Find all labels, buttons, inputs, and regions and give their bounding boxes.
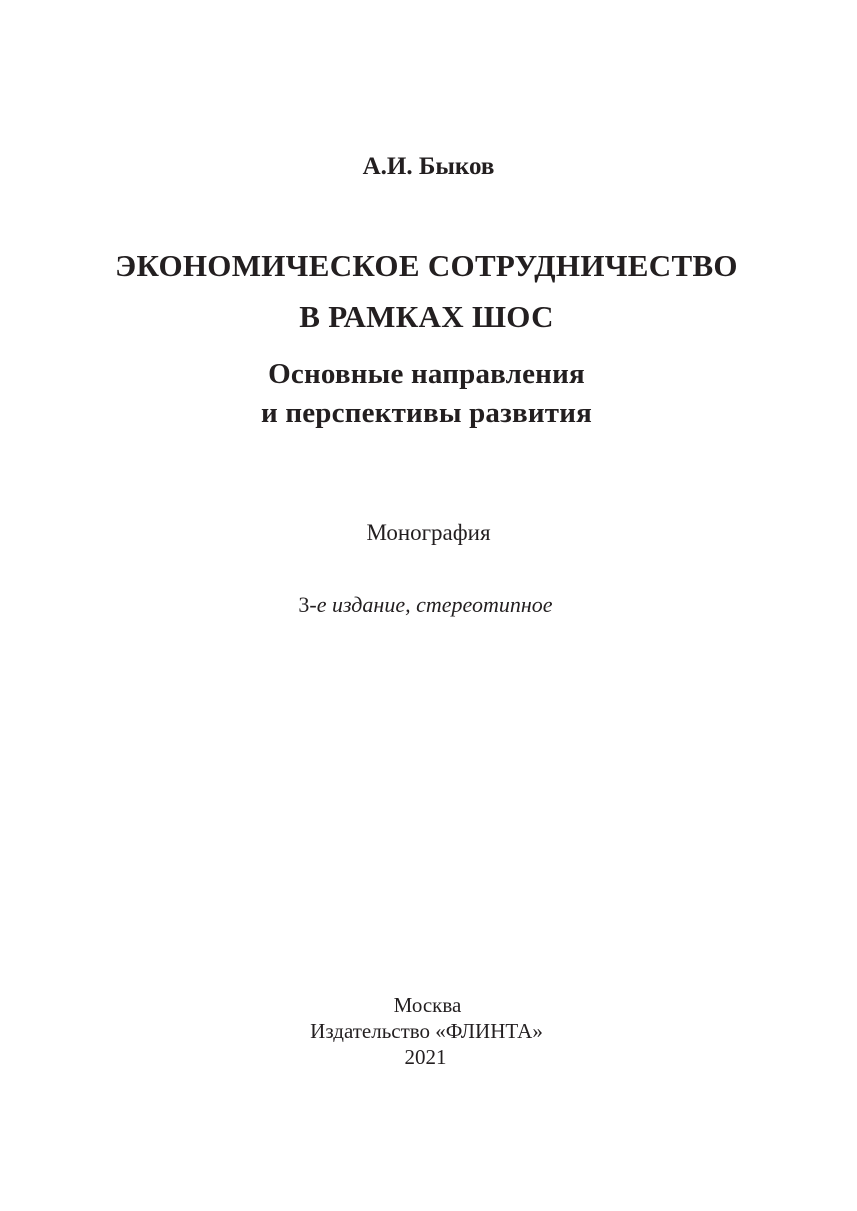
imprint-publisher: Издательство «ФЛИНТА» <box>310 1019 543 1043</box>
book-title-line-2: В РАМКАХ ШОС <box>299 299 554 334</box>
imprint-year: 2021 <box>404 1045 447 1069</box>
book-title-line-1: ЭКОНОМИЧЕСКОЕ СОТРУДНИЧЕСТВО <box>115 248 738 283</box>
edition-text: е издание, стереотипное <box>316 592 553 617</box>
edition-number: 3- <box>298 592 317 617</box>
genre-label: Монография <box>366 520 491 545</box>
book-subtitle-line-1: Основные направления <box>268 358 585 390</box>
edition-statement <box>0 592 854 618</box>
author-name: А.И. Быков <box>362 153 495 180</box>
imprint-city: Москва <box>393 993 462 1017</box>
book-subtitle-line-2: и перспективы развития <box>260 397 593 429</box>
